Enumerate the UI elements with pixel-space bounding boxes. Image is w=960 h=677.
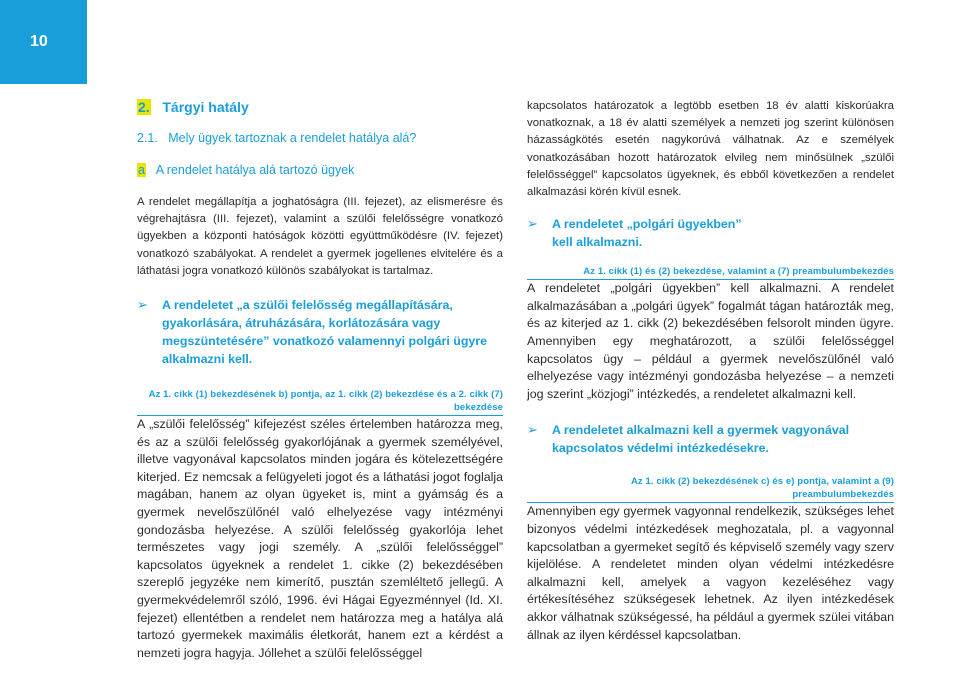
arrow-bullet-icon: ➢: [527, 216, 538, 232]
bullet-text: A rendeletet „a szülői felelősség megállapítására, gyakorlására, átruházására, korlátozására vagy megszüntetésére” vonatkozó valamennyi polgári ügyre alkalmazni kell.: [162, 298, 488, 367]
intro-paragraph: A rendelet megállapítja a joghatóságra (III. fejezet), az elismerésre és végrehajtásra (III. fejezet), valamint a szülői felelősségre vonatkozó ügyekben a központi hatóságok közötti együttműködésre (IV. fejezet) vonatkozó szabályokat. A rendelet a gyermek jogellenes elvitelére és a láthatási jogra vonatkozó különös szabályokat is tartalmaz.: [137, 196, 503, 277]
subsection-heading: 2.1. Mely ügyek tartoznak a rendelet hatálya alá?: [137, 131, 417, 145]
bullet-text: A rendeletet alkalmazni kell a gyermek vagyonával kapcsolatos védelmi intézkedésekre.: [552, 423, 850, 456]
body-paragraph: A „szülői felelősség” kifejezést széles értelemben határozza meg, és az a szülői felelősség gyakorlójának a gyermek személyével, illetve vagyonával kapcsolatos minden jogára és kötelezettségére kiterjed. Ez nemcsak a felügyeleti jogot és a láthatási jogot foglalja magában, hanem az olyan ügyeket is, mint a gyámság és a gyermek nevelőszülőnél való elhelyezése vagy intézményi gondozásba helyezése. A szülői felelősség gyakorlója lehet természetes vagy jogi személy. A „szülői felelősséggel” kapcsolatos ügyeknek a rendelet 1. cikke (2) bekezdésében szereplő jegyzéke nem kimerítő, pusztán szemléltető jellegű. A gyermekvédelemről szóló, 1996. évi Hágai Egyezménnyel (Id. XI. fejezet) ellentétben a rendelet nem határozza meg a hatálya alá tartozó gyermekek maximális életkorát, hanem ezt a kérdést a nemzeti jogra hagyja. Jóllehet a szülői felelősséggel: [137, 417, 503, 660]
page-number-tab: [0, 0, 87, 84]
subsubsection-title: A rendelet hatálya alá tartozó ügyek: [155, 163, 355, 177]
legal-reference-1: Az 1. cikk (1) és (2) bekezdése, valamint a (7) preambulumbekezdés: [527, 265, 894, 280]
bullet-item-civil-matters: [527, 215, 894, 251]
section-number: 2.: [138, 99, 150, 115]
arrow-bullet-icon: ➢: [527, 422, 538, 438]
bullet-text: A rendeletet „polgári ügyekben” kell alkalmazni.: [552, 217, 742, 250]
section-heading: [137, 98, 503, 116]
left-column: [137, 98, 503, 662]
bullet-item-property: [527, 421, 894, 457]
subsubsection-letter: a: [138, 163, 145, 177]
right-column: [527, 98, 894, 644]
subsubsection-heading: [137, 162, 503, 178]
legal-reference-2: Az 1. cikk (2) bekezdésének c) és e) pontja, valamint a (9) preambulumbekezdés: [527, 475, 894, 503]
page-number: 10: [30, 33, 48, 50]
continuation-paragraph: kapcsolatos határozatok a legtöbb esetben 18 év alatti kiskorúakra vonatkoznak, a 18 év alatti személyek a nemzeti jog szerint különösen házasságkötés esetén nagykorúvá válhatnak. Az e személyek vonatkozásában hozott határozatok elvileg nem minősülnek „szülői felelősséggel” kapcsolatos ügyeknek, és ebből következően a rendelet alkalmazási körén kívül esnek.: [527, 100, 894, 199]
bullet-item: [137, 296, 503, 368]
paragraph-civil-matters: A rendeletet „polgári ügyekben” kell alkalmazni. A rendelet alkalmazásában a „polgári ügyek” fogalmát tágan határozták meg, és az kiterjed az 1. cikk (2) bekezdésében felsorolt minden ügyre. Amennyiben egy meghatározott, a szülői felelősséggel kapcsolatos ügy – például a gyermek nevelőszülőnél való elhelyezése vagy intézményi gondozásba helyezése – a nemzeti jog szerint „közjogi” intézkedés, a rendeletet alkalmazni kell.: [527, 281, 894, 401]
section-title: Tárgyi hatály: [162, 99, 249, 115]
arrow-bullet-icon: ➢: [137, 297, 148, 313]
paragraph-property: Amennyiben egy gyermek vagyonnal rendelkezik, szükséges lehet bizonyos védelmi intézkedések meghozatala, pl. a vagyonnal kapcsolatban a gyermeket segítő és képviselő személy vagy szerv kijelölése. A rendeletet minden olyan védelmi intézkedésre alkalmazni kell, amelyek a vagyon kezeléséhez vagy értékesítéséhez szükségesek lehetnek. Az ilyen intézkedések akkor válhatnak szükségessé, ha például a gyermek szülei vitában állnak az ilyen kérdéssel kapcsolatban.: [527, 504, 894, 642]
legal-reference: Az 1. cikk (1) bekezdésének b) pontja, az 1. cikk (2) bekezdése és a 2. cikk (7) bekezdése: [137, 388, 503, 416]
